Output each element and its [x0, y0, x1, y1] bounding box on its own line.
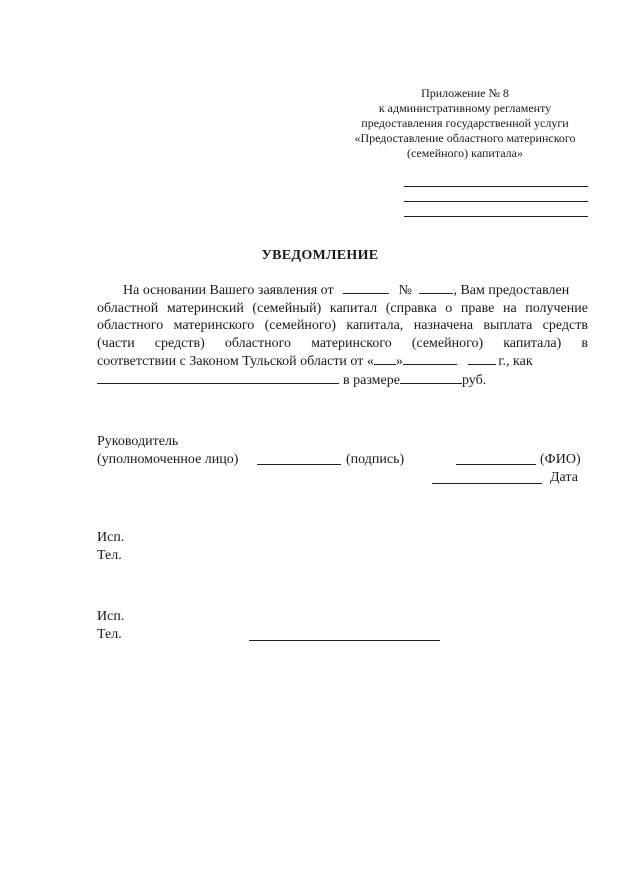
quote-close: » [395, 354, 403, 370]
body-text: г., как [498, 354, 533, 370]
body-line-5 [97, 352, 588, 371]
bottom-line [249, 640, 440, 641]
annex-service: предоставления государственной услуги [361, 116, 569, 130]
body-line-2: областной материнский (семейный) капитал (справка о праве на получение [97, 300, 588, 316]
annex-service-name: «Предоставление областного материнского [354, 131, 576, 145]
phone-label: Тел. [97, 627, 122, 642]
addressee-line-1 [404, 186, 588, 187]
body-text: На основании Вашего заявления от [123, 283, 334, 298]
document-title: УВЕДОМЛЕНИЕ [261, 248, 379, 263]
body-line-4: (части средств) областного материнского (семейного) капитала) в [97, 335, 588, 351]
annex-regulation: к административному регламенту [378, 101, 552, 115]
annex-header [300, 86, 630, 161]
currency: руб. [461, 372, 487, 388]
addressee-line-3 [404, 216, 588, 217]
fio-blank [456, 464, 536, 465]
body-text: , Вам предоставлен [453, 283, 570, 298]
annex-number: Приложение № 8 [421, 86, 509, 100]
body-text: соответствии с Законом Тульской области от « [97, 354, 374, 370]
phone-label: Тел. [97, 548, 122, 563]
number-blank [419, 281, 453, 294]
body-text: в размере [343, 372, 400, 388]
date-blank [343, 281, 389, 294]
body-line-6 [97, 371, 588, 390]
body-line-3: областного материнского (семейного) капитала, назначена выплата средств [97, 318, 588, 334]
body-line-1 [97, 281, 588, 300]
date-label: Дата [550, 470, 578, 485]
number-sign: № [398, 283, 412, 298]
signature-label: (подпись) [346, 452, 405, 467]
signature-blank [257, 464, 341, 465]
annex-service-name-cont: (семейного) капитала» [407, 146, 523, 160]
year-blank [468, 352, 496, 365]
signature-head: Руководитель [97, 434, 179, 449]
executor-label: Исп. [97, 609, 125, 624]
month-blank [403, 352, 457, 365]
date-blank-line [432, 483, 542, 484]
executor-label: Исп. [97, 530, 125, 545]
addressee-line-2 [404, 201, 588, 202]
amount-blank [400, 371, 462, 384]
fio-label: (ФИО) [540, 452, 581, 467]
day-blank [374, 352, 396, 365]
notice-body [97, 281, 588, 390]
signature-person: (уполномоченное лицо) [97, 452, 239, 467]
basis-blank [97, 371, 339, 384]
